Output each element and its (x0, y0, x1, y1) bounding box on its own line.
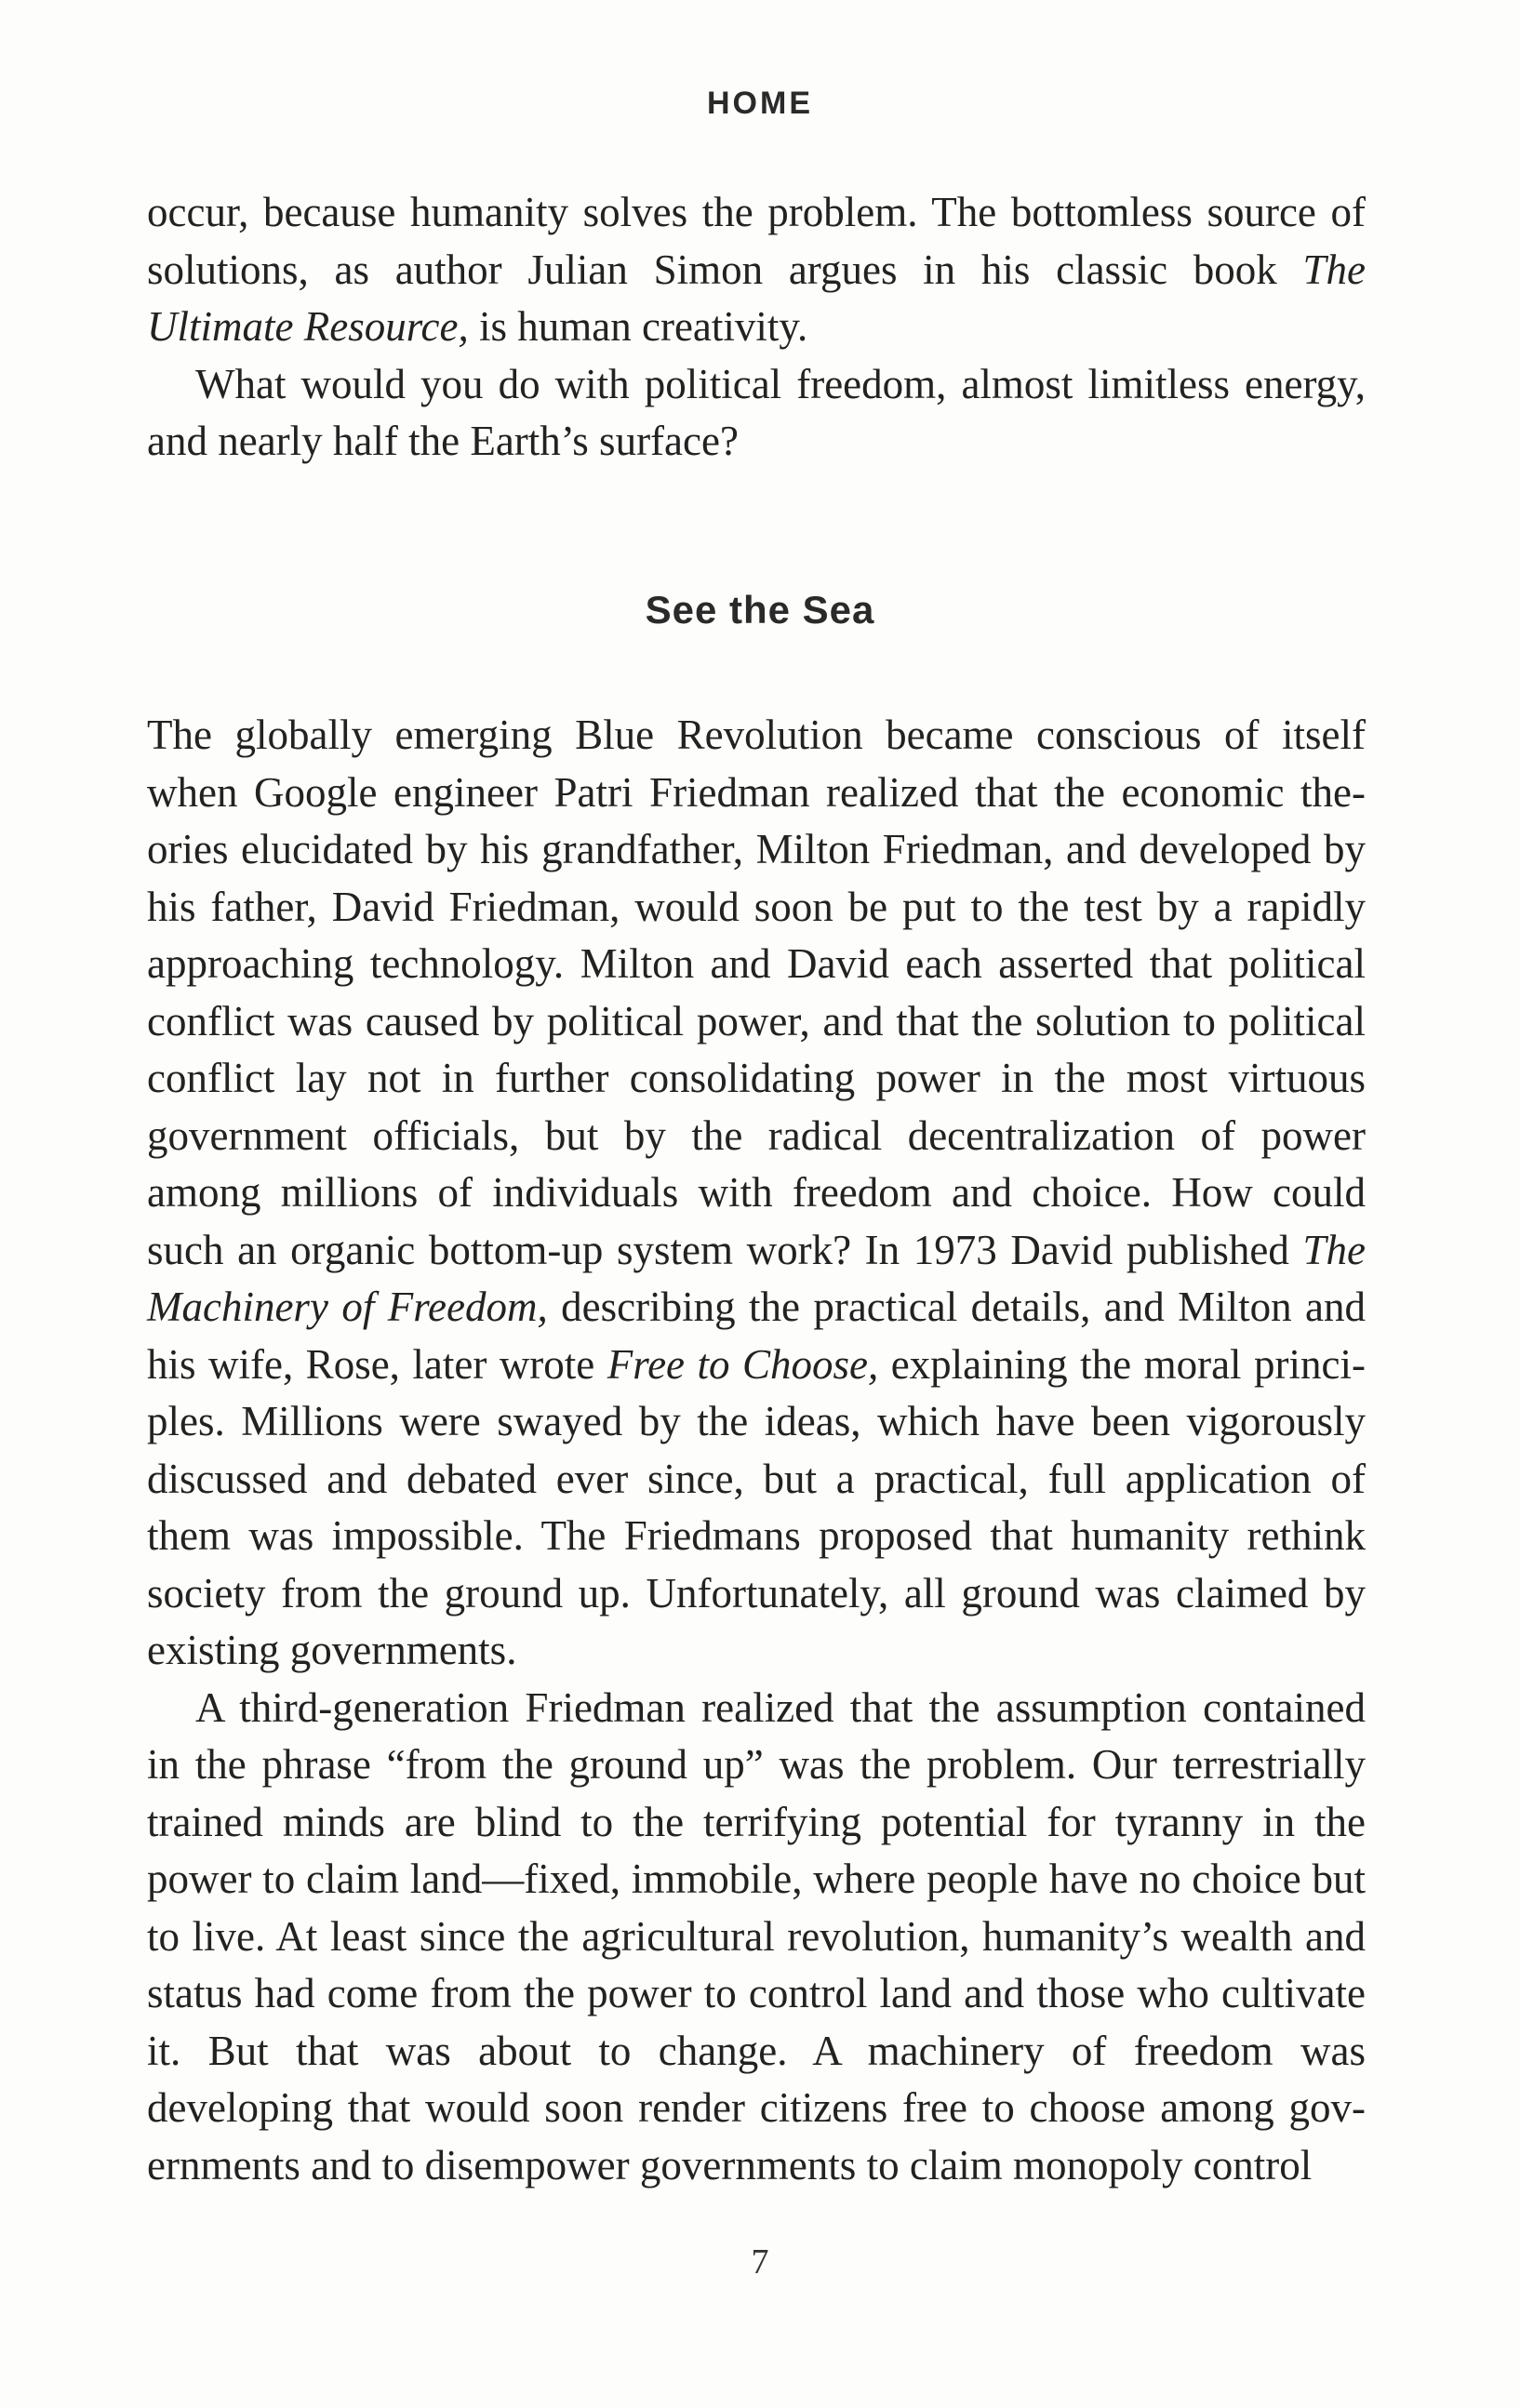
section-heading: See the Sea (645, 588, 875, 632)
section-paragraph-1: The globally emerging Blue Revolution became conscious of itself when Google engineer Patri Friedman realized that the economic theories elucidated by his grandfather, Milton Friedman, and developed by his father, David Friedman, would soon be put to the test by a rapidly approaching technology. Milton and David each asserted that political conflict was caused by political power, and that the solution to political conflict lay not in further consolidating power in the most virtuous government officials, but by the radical decentralization of power among millions of individuals with freedom and choice. How could such an organic bottom-up system work? In 1973 David published The Machinery of Freedom, describing the practical details, and Milton and his wife, Rose, later wrote Free to Choose, explaining the moral principles. Millions were swayed by the ideas, which have been vigorously discussed and debated ever since, but a practical, full application of them was impossible. The Friedmans proposed that humanity rethink society from the ground up. Unfortunately, all ground was claimed by existing governments. (147, 712, 1366, 1673)
intro-paragraph-2: What would you do with political freedom, almost limitless energy, and nearly half the Earth’s surface? (147, 360, 1366, 464)
book-title-ultimate-resource: The Ultimate Resource, (147, 246, 1366, 350)
running-head: HOME (707, 86, 813, 121)
intro-text (147, 184, 1366, 471)
book-title-machinery-of-freedom: The Machinery of Freedom, (147, 1226, 1366, 1330)
section-paragraph-2: A third-generation Friedman realized that the assumption contained in the phrase “from the ground up” was the problem. Our terrestrially trained minds are blind to the terrifying potential for tyranny in the power to claim land—fixed, immobile, where people have no choice but to live. At least since the agricultural revolution, humanity’s wealth and status had come from the power to control land and those who cultivate it. But that was about to change. A machinery of freedom was developing that would soon render citizens free to choose among governments and to disempower governments to claim monopoly control (147, 1683, 1366, 2188)
intro-paragraph-1: occur, because humanity solves the problem. The bottomless source of solutions, as author Julian Simon argues in his classic book The Ultimate Resource, is human creativity. (147, 189, 1366, 350)
book-title-free-to-choose: Free to Choose, (607, 1340, 879, 1388)
section-text (147, 707, 1366, 2194)
page-number: 7 (751, 2242, 769, 2282)
